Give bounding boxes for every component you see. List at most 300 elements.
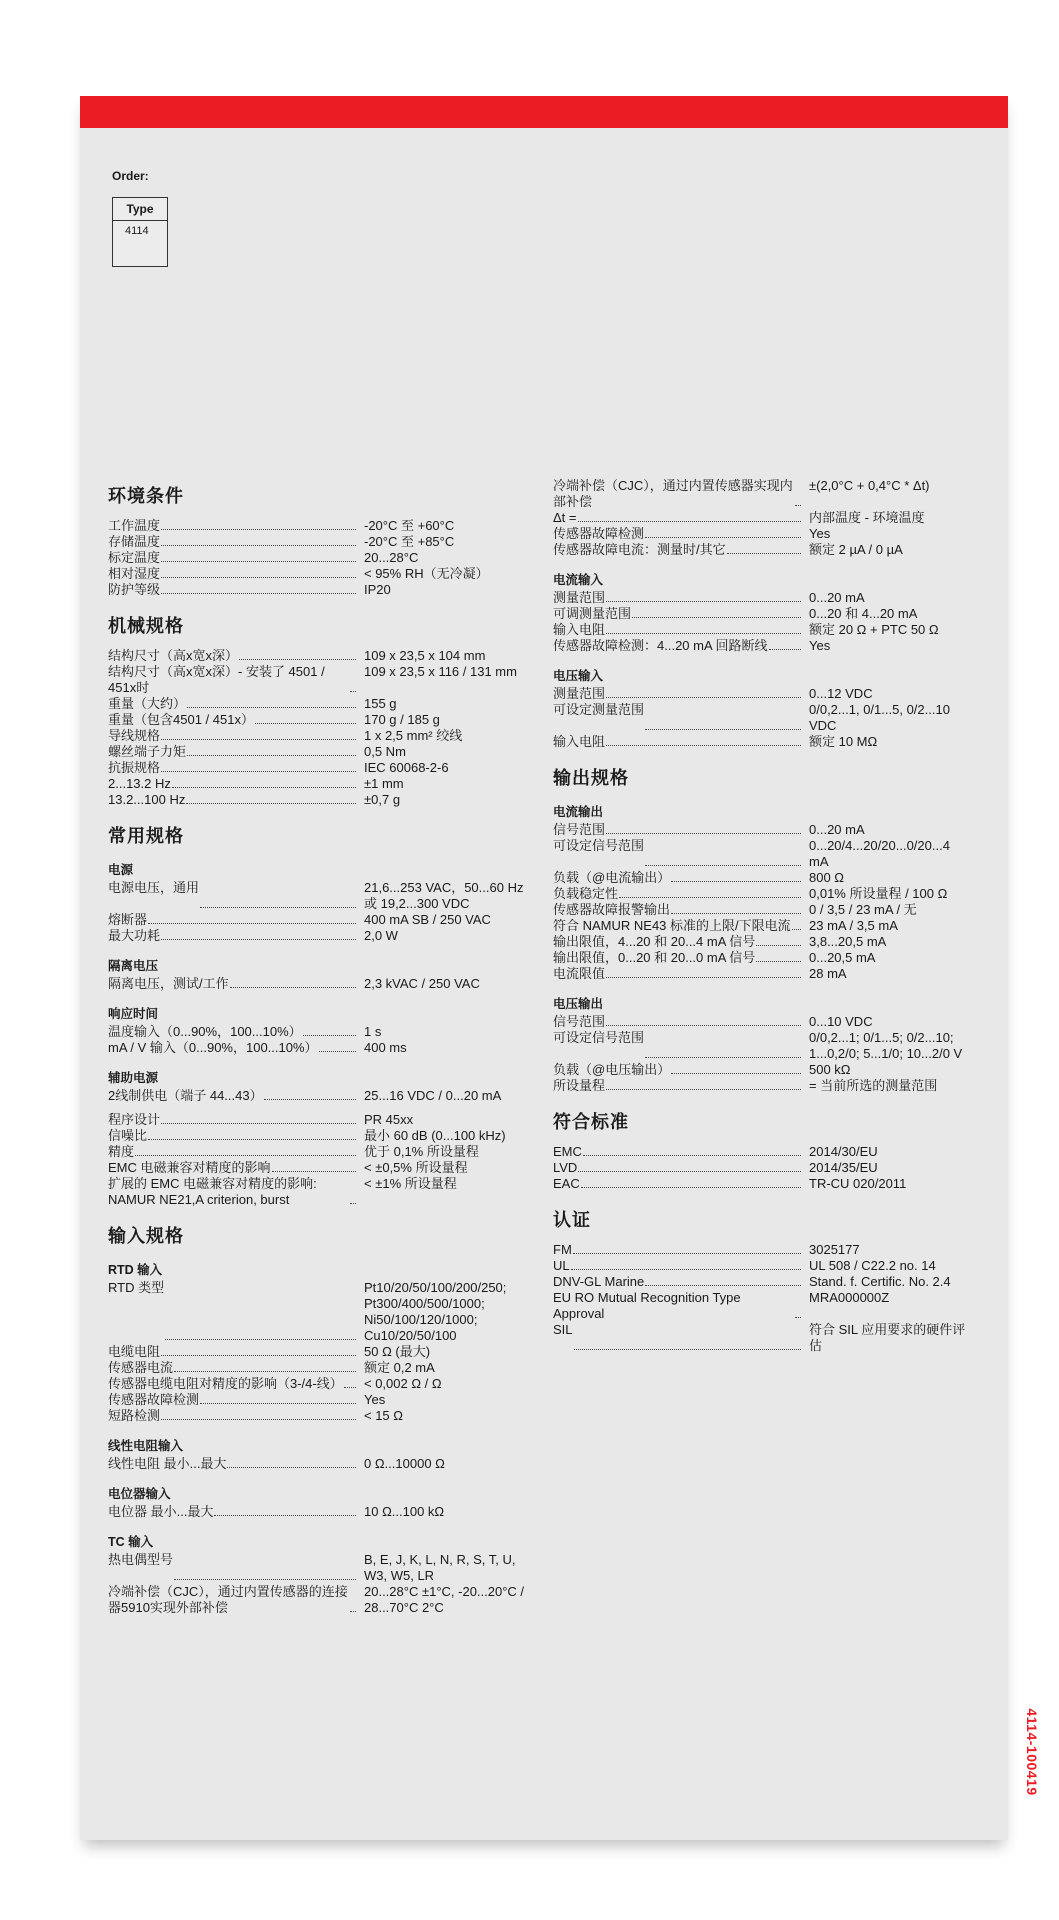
spec-row [108,1504,540,1520]
spec-label-wrap [108,976,358,992]
spec-row [553,1258,973,1274]
spec-label-wrap [108,1552,358,1584]
spec-label-wrap [553,902,803,918]
dot-leader [606,822,801,834]
spec-label-wrap [553,1144,803,1160]
dot-leader [606,590,801,602]
dot-leader [148,1128,356,1140]
spec-label: 工作温度 [108,518,161,533]
spec-label-wrap [553,1258,803,1274]
dot-leader [583,1144,801,1156]
spec-label: 输出限值，4...20 和 20...4 mA 信号 [553,934,756,949]
spec-value: 2014/30/EU [809,1144,878,1159]
spec-label-wrap [108,760,358,776]
spec-value: 25...16 VDC / 0...20 mA [364,1088,502,1103]
spec-label-wrap [108,728,358,744]
spec-label-wrap [108,1144,358,1160]
spec-label-wrap [108,582,358,598]
spec-row [108,880,540,912]
spec-row [553,510,973,526]
section-title: 常用规格 [108,826,184,846]
spec-label: 结构尺寸（高x宽x深） [108,648,239,663]
dot-leader [606,1078,801,1090]
spec-label-wrap [553,478,803,510]
document-code [1023,1702,1041,1802]
spec-label: 信号范围 [553,822,606,837]
dot-leader [795,478,801,506]
dot-leader [135,1144,356,1156]
spec-row [553,590,973,606]
spec-label: 传感器电缆电阻对精度的影响（3-/4-线） [108,1376,343,1391]
spec-value: Yes [809,526,831,541]
spec-label: 抗振规格 [108,760,161,775]
spec-value: 800 Ω [809,870,845,885]
spec-label-wrap [553,934,803,950]
spec-value: 符合 SIL 应用要求的硬件评估 [809,1322,966,1353]
dot-leader [227,1456,356,1468]
spec-row [553,870,973,886]
spec-label-wrap [553,822,803,838]
spec-row [108,1392,540,1408]
section-title: 符合标准 [553,1112,629,1132]
spec-value: 10 Ω...100 kΩ [364,1504,445,1519]
spec-label-wrap [108,1128,358,1144]
spec-value: 0...12 VDC [809,686,873,701]
spec-label-wrap [553,686,803,702]
spec-row [553,918,973,934]
spec-label-wrap [108,550,358,566]
spec-label-wrap [553,918,803,934]
spec-value: 2,3 kVAC / 250 VAC [364,976,480,991]
dot-leader [174,1360,356,1372]
spec-label: 负载（@电压输出） [553,1062,671,1077]
dot-leader [161,518,356,530]
dot-leader [148,912,356,924]
document-code-text: 4114-100419 [1024,1708,1040,1796]
dot-leader [606,622,801,634]
dot-leader [239,648,356,660]
spec-value: 50 Ω (最大) [364,1344,431,1359]
spec-row [108,1144,540,1160]
spec-label-wrap [553,1030,803,1062]
spec-row [553,1014,973,1030]
dot-leader [792,918,801,930]
spec-label: 程序设计 [108,1112,161,1127]
spec-value: -20°C 至 +60°C [364,518,455,533]
spec-label: Δt = [553,510,577,525]
spec-value: 3,8...20,5 mA [809,934,887,949]
spec-label: 重量（大约） [108,696,187,711]
spec-row [553,1078,973,1094]
spec-row [553,478,973,510]
spec-value: IEC 60068-2-6 [364,760,449,775]
spec-label-wrap [553,1062,803,1078]
spec-label-wrap [553,1274,803,1290]
brand-header-bar [80,96,1008,128]
type-header: Type [113,198,167,221]
dot-leader [161,534,356,546]
spec-label: DNV-GL Marine [553,1274,645,1289]
spec-label-wrap [108,664,358,696]
spec-label: EMC 电磁兼容对精度的影响 [108,1160,271,1175]
dot-leader [172,776,356,788]
spec-row [108,582,540,598]
spec-value: Pt10/20/50/100/200/250; Pt300/400/500/1000; Ni50/100/120/1000; Cu10/20/50/100 [364,1280,507,1343]
subsection-title: 线性电阻输入 [108,1439,184,1453]
spec-value: 0...20 和 4...20 mA [809,606,918,621]
dot-leader [230,976,356,988]
spec-label-wrap [108,1280,358,1344]
spec-label: 线性电阻 最小...最大 [108,1456,227,1471]
spec-label: 相对湿度 [108,566,161,581]
spec-value: 23 mA / 3,5 mA [809,918,898,933]
order-type-table [112,197,168,267]
spec-value: PR 45xx [364,1112,414,1127]
spec-label: 标定温度 [108,550,161,565]
spec-row [108,760,540,776]
spec-label: 电位器 最小...最大 [108,1504,214,1519]
spec-row [553,1144,973,1160]
spec-row [108,1040,540,1056]
spec-label: 导线规格 [108,728,161,743]
spec-row [108,728,540,744]
spec-label: 传感器故障检测 [553,526,645,541]
spec-label: 所设量程 [553,1078,606,1093]
spec-value: 400 mA SB / 250 VAC [364,912,491,927]
spec-value: 额定 0,2 mA [364,1360,435,1375]
spec-row [553,1062,973,1078]
spec-label: 重量（包含4501 / 451x） [108,712,254,727]
subsection-title: 电流输出 [553,805,604,819]
dot-leader [200,880,356,908]
spec-label-wrap [108,1160,358,1176]
spec-row [108,1280,540,1344]
spec-row [108,566,540,582]
dot-leader [161,582,356,594]
spec-row [108,1024,540,1040]
spec-row [553,1030,973,1062]
spec-label-wrap [553,1160,803,1176]
spec-value: 0 / 3,5 / 23 mA / 无 [809,902,917,917]
spec-label: UL [553,1258,570,1273]
spec-row [553,1290,973,1322]
dot-leader [606,966,801,978]
dot-leader [571,1258,801,1270]
dot-leader [671,902,801,914]
spec-value: 155 g [364,696,397,711]
spec-value: 0,5 Nm [364,744,406,759]
spec-label-wrap [108,1392,358,1408]
spec-label: 符合 NAMUR NE43 标准的上限/下限电流 [553,918,791,933]
spec-label-wrap [108,712,358,728]
spec-label: 输入电阻 [553,734,606,749]
type-value: 4114 [125,225,149,237]
spec-value: 0...10 VDC [809,1014,873,1029]
spec-value: 20...28°C ±1°C, -20...20°C / 28...70°C 2°C [364,1584,525,1615]
spec-value: 400 ms [364,1040,407,1055]
spec-value: 2014/35/EU [809,1160,878,1175]
spec-label-wrap [553,950,803,966]
spec-row [108,744,540,760]
spec-label-wrap [108,1584,358,1616]
spec-row [553,902,973,918]
spec-value: < 15 Ω [364,1408,403,1423]
dot-leader [671,1062,801,1074]
spec-label-wrap [108,1504,358,1520]
spec-label: 精度 [108,1144,135,1159]
spec-label-wrap [553,1242,803,1258]
spec-value: 0/0,2...1, 0/1...5, 0/2...10 VDC [809,702,950,733]
spec-label: 传感器故障检测 [108,1392,200,1407]
dot-leader [174,1552,356,1580]
spec-value: 0,01% 所设量程 / 100 Ω [809,886,948,901]
dot-leader [769,638,801,650]
spec-label: 螺丝端子力矩 [108,744,187,759]
spec-row [108,1408,540,1424]
spec-value: ±0,7 g [364,792,401,807]
dot-leader [319,1040,356,1052]
spec-label-wrap [553,886,803,902]
spec-value: 1 s [364,1024,382,1039]
spec-label-wrap [108,928,358,944]
spec-label-wrap [553,622,803,638]
dot-leader [186,792,356,804]
spec-label-wrap [108,518,358,534]
dot-leader [619,886,801,898]
spec-label-wrap [108,1088,358,1104]
spec-label: 可调测量范围 [553,606,632,621]
spec-value: 109 x 23,5 x 104 mm [364,648,486,663]
spec-value: = 当前所选的测量范围 [809,1078,938,1093]
spec-label-wrap [108,534,358,550]
spec-label: 热电偶型号 [108,1552,174,1567]
spec-label-wrap [108,566,358,582]
spec-label: SIL [553,1322,573,1337]
spacer [108,1104,540,1112]
dot-leader [645,702,801,730]
spec-label-wrap [108,1176,358,1208]
spec-label-wrap [553,1078,803,1094]
spec-label-wrap [108,1040,358,1056]
spec-value: IP20 [364,582,391,597]
spec-value: 0...20/4...20/20...0/20...4 mA [809,838,950,869]
spec-value: < 95% RH（无冷凝） [364,566,489,581]
spec-value: ±(2,0°C + 0,4°C * Δt) [809,478,930,493]
spec-label-wrap [553,1014,803,1030]
spec-label-wrap [553,590,803,606]
spec-row [553,886,973,902]
spec-row [553,606,973,622]
spec-label: FM [553,1242,572,1257]
dot-leader [187,744,356,756]
spec-label: 最大功耗 [108,928,161,943]
dot-leader [161,550,356,562]
spec-row [108,1112,540,1128]
spec-label: mA / V 输入（0...90%，100...10%） [108,1040,318,1055]
spec-row [553,838,973,870]
spec-row [108,1456,540,1472]
spec-label: 冷端补偿（CJC），通过内置传感器的连接器5910实现外部补偿 [108,1584,348,1615]
spec-value: 额定 20 Ω + PTC 50 Ω [809,622,939,637]
spec-value: 最小 60 dB (0...100 kHz) [364,1128,506,1143]
spec-label-wrap [553,734,803,750]
spec-label-wrap [108,1112,358,1128]
spec-label-wrap [553,1290,803,1322]
dot-leader [255,712,356,724]
left-spec-column [108,478,540,1616]
spec-label-wrap [108,1360,358,1376]
spec-value: B, E, J, K, L, N, R, S, T, U, W3, W5, LR [364,1552,516,1583]
order-label: Order: [112,169,149,183]
spec-value: 0/0,2...1; 0/1...5; 0/2...10; 1...0,2/0; 5...1/0; 10...2/0 V [809,1030,963,1061]
spec-label: 信号范围 [553,1014,606,1029]
dot-leader [350,664,356,692]
spec-row [108,1088,540,1104]
subsection-title: 电位器输入 [108,1487,171,1501]
dot-leader [632,606,801,618]
dot-leader [756,934,801,946]
spec-label: 传感器故障电流：测量时/其它 [553,542,726,557]
dot-leader [161,1344,356,1356]
spec-label-wrap [108,1376,358,1392]
spec-value: 0...20,5 mA [809,950,876,965]
spec-label: 可设定信号范围 [553,1030,645,1045]
dot-leader [303,1024,356,1036]
spec-row [553,1242,973,1258]
dot-leader [161,928,356,940]
spec-row [108,648,540,664]
spec-label-wrap [553,606,803,622]
dot-leader [606,1014,801,1026]
spec-value: UL 508 / C22.2 no. 14 [809,1258,936,1273]
spec-row [108,1376,540,1392]
spec-label: 短路检测 [108,1408,161,1423]
spec-label: 温度输入（0...90%，100...10%） [108,1024,302,1039]
section-title: 认证 [553,1210,591,1230]
subsection-title: 辅助电源 [108,1071,159,1085]
spec-value: 28 mA [809,966,847,981]
spec-value: 0 Ω...10000 Ω [364,1456,445,1471]
spec-label-wrap [108,912,358,928]
spec-row [553,950,973,966]
dot-leader [161,760,356,772]
spec-value: 额定 10 MΩ [809,734,878,749]
spec-row [553,822,973,838]
subsection-title: TC 输入 [108,1535,154,1549]
spec-row [553,686,973,702]
spec-label: 可设定信号范围 [553,838,645,853]
dot-leader [645,1274,801,1286]
right-spec-column [553,478,973,1354]
spec-row [108,1584,540,1616]
spec-label-wrap [108,696,358,712]
subsection-title: 电流输入 [553,573,604,587]
spec-row [553,1176,973,1192]
spec-label: 防护等级 [108,582,161,597]
spec-label: 传感器故障报警输出 [553,902,671,917]
dot-leader [161,566,356,578]
dot-leader [344,1376,356,1388]
spec-label: 隔离电压，测试/工作 [108,976,229,991]
spec-value: 0...20 mA [809,590,865,605]
dot-leader [200,1392,356,1404]
spec-label-wrap [108,744,358,760]
spec-label-wrap [553,870,803,886]
spec-value: -20°C 至 +85°C [364,534,455,549]
spec-label: 传感器电流 [108,1360,174,1375]
dot-leader [578,1160,801,1172]
spec-label: 输入电阻 [553,622,606,637]
subsection-title: 电压输出 [553,997,604,1011]
spec-value: 内部温度 - 环境温度 [809,510,925,525]
dot-leader [165,1280,356,1340]
spec-value: 20...28°C [364,550,419,565]
spec-row [108,1552,540,1584]
spec-label: 负载稳定性 [553,886,619,901]
spec-value: TR-CU 020/2011 [809,1176,907,1191]
dot-leader [671,870,801,882]
spec-row [553,734,973,750]
spec-label: 电流限值 [553,966,606,981]
spec-label: 测量范围 [553,686,606,701]
spec-row [108,664,540,696]
spec-row [108,534,540,550]
dot-leader [264,1088,356,1100]
spec-row [553,934,973,950]
spec-label: 熔断器 [108,912,148,927]
dot-leader [161,1408,356,1420]
spec-row [553,1160,973,1176]
spec-label-wrap [108,1344,358,1360]
spec-row [108,912,540,928]
spec-label-wrap [553,1176,803,1192]
spec-row [553,542,973,558]
section-title: 机械规格 [108,616,184,636]
dot-leader [795,1290,801,1318]
spec-value: Yes [364,1392,386,1407]
spec-label: 扩展的 EMC 电磁兼容对精度的影响: NAMUR NE21,A criterion, burst [108,1176,317,1207]
spec-row [108,776,540,792]
subsection-title: 隔离电压 [108,959,159,973]
spec-label: 结构尺寸（高x宽x深）- 安装了 4501 / 451x时 [108,664,325,695]
spec-label-wrap [553,702,803,734]
subsection-title: 电源 [108,863,134,877]
spec-label: 2...13.2 Hz [108,776,171,791]
spec-label-wrap [108,648,358,664]
dot-leader [187,696,356,708]
dot-leader [214,1504,356,1516]
spec-row [108,1128,540,1144]
dot-leader [727,542,801,554]
spec-value: MRA000000Z [809,1290,890,1305]
spec-label: 存储温度 [108,534,161,549]
spec-label: 电缆电阻 [108,1344,161,1359]
spec-label-wrap [108,1408,358,1424]
dot-leader [161,728,356,740]
spec-value: < ±0,5% 所设量程 [364,1160,468,1175]
spec-label: 可设定测量范围 [553,702,645,717]
dot-leader [578,510,802,522]
spec-value: 3025177 [809,1242,860,1257]
dot-leader [756,950,801,962]
spec-value: 21,6...253 VAC，50...60 Hz 或 19,2...300 VDC [364,880,524,911]
spec-value: Yes [809,638,831,653]
subsection-title: 电压输入 [553,669,604,683]
subsection-title: RTD 输入 [108,1263,163,1277]
spec-value: 500 kΩ [809,1062,851,1077]
dot-leader [645,1030,801,1058]
section-title: 输入规格 [108,1226,184,1246]
